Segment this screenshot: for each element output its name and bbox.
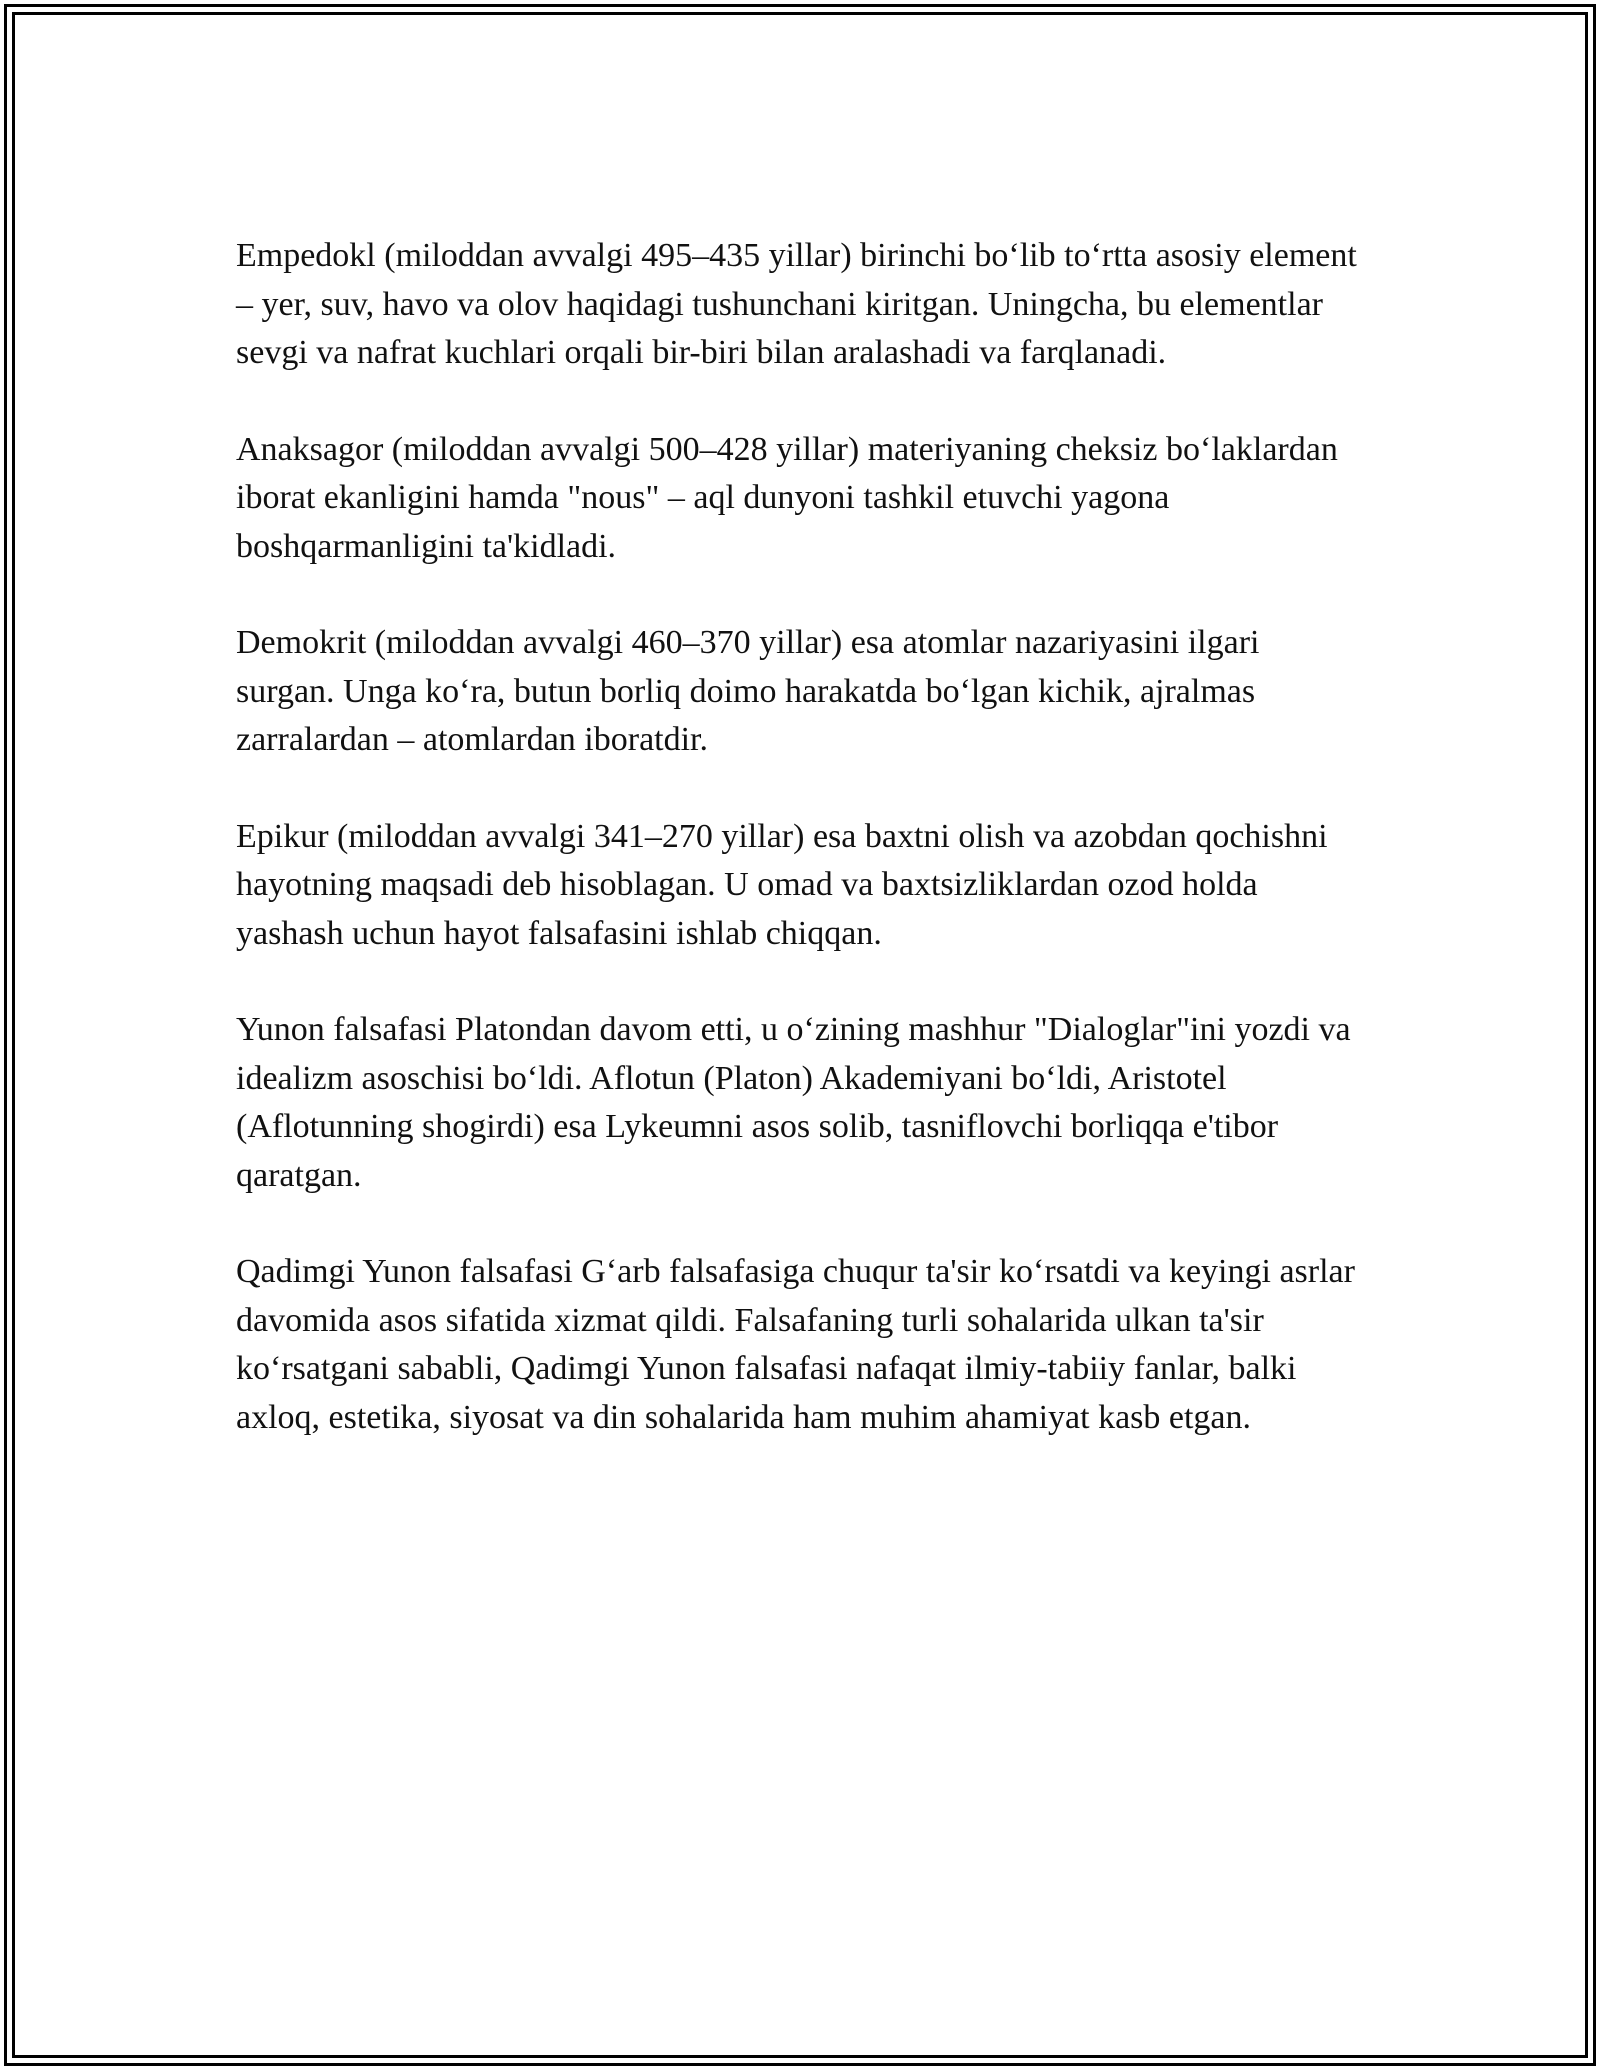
paragraph-anaksagor: Anaksagor (miloddan avvalgi 500–428 yillar) materiyaning cheksiz bo‘laklardan iborat ekanligini hamda "nous" – aql dunyoni tashkil etuvchi yagona boshqarmanligini ta'kidladi. bbox=[236, 430, 1338, 565]
paragraph-qadimgi-yunon: Qadimgi Yunon falsafasi G‘arb falsafasiga chuqur ta'sir ko‘rsatdi va keyingi asrlar davomida asos sifatida xizmat qildi. Falsafaning turli sohalarida ulkan ta'sir ko‘rsatgani sababli, Qadimgi Yunon falsafasi nafaqat ilmiy-tabiiy fanlar, balki axloq, estetika, siyosat va din sohalarida ham muhim ahamiyat kasb etgan. bbox=[236, 1253, 1355, 1436]
paragraph-epikur: Epikur (miloddan avvalgi 341–270 yillar) esa baxtni olish va azobdan qochishni hayotning maqsadi deb hisoblagan. U omad va baxtsizliklardan ozod holda yashash uchun hayot falsafasini ishlab chiqqan. bbox=[236, 817, 1328, 952]
paragraph-platon-aristotel: Yunon falsafasi Platondan davom etti, u o‘zining mashhur "Dialoglar"ini yozdi va idealizm asoschisi bo‘ldi. Aflotun (Platon) Akademiyani bo‘ldi, Aristotel (Aflotunning shogirdi) esa Lykeumni asos solib, tasniflovchi borliqqa e'tibor qaratgan. bbox=[236, 1011, 1351, 1194]
document-body bbox=[236, 232, 1366, 1490]
paragraph-demokrit: Demokrit (miloddan avvalgi 460–370 yillar) esa atomlar nazariyasini ilgari surgan. Unga ko‘ra, butun borliq doimo harakatda bo‘lgan kichik, ajralmas zarralardan – atomlardan iboratdir. bbox=[236, 624, 1260, 758]
paragraph-empedokl: Empedokl (miloddan avvalgi 495–435 yillar) birinchi bo‘lib to‘rtta asosiy element – yer, suv, havo va olov haqidagi tushunchani kiritgan. Uningcha, bu elementlar sevgi va nafrat kuchlari orqali bir-biri bilan aralashadi va farqlanadi. bbox=[236, 237, 1357, 371]
